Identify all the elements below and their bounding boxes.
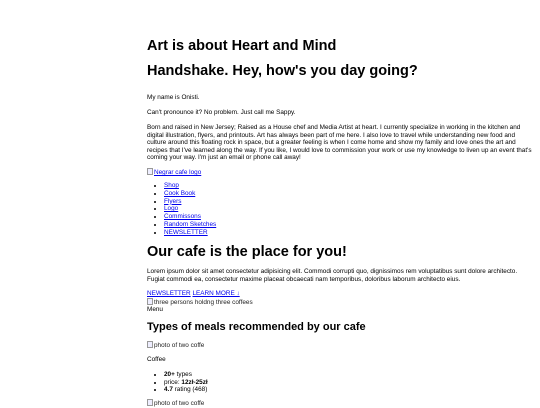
- greeting-heading: Handshake. Hey, how's you day going?: [147, 63, 418, 79]
- broken-image-icon: [147, 341, 153, 348]
- nav-item-logo: [164, 205, 216, 213]
- nav-item-shop: [164, 182, 216, 190]
- intro-name: My name is Onisti.: [147, 94, 200, 101]
- cafe-logo-image[interactable]: Negrar cafe logo: [147, 168, 201, 177]
- broken-image-icon: [147, 168, 153, 175]
- meal-image-second: photo of two coffe: [147, 399, 204, 408]
- nav-link-cook-book[interactable]: Cook Book: [164, 189, 196, 197]
- intro-nickname: Can't pronounce it? No problem. Just call me Sappy.: [147, 109, 296, 116]
- learn-more-link[interactable]: LEARN MORE ↓: [192, 290, 240, 297]
- newsletter-link[interactable]: NEWSLETTER: [147, 290, 191, 297]
- meal-facts: [147, 371, 208, 394]
- cafe-description: Lorem ipsum dolor sit amet consectetur adipisicing elit. Commodi corrupti quo, dignissimos rem voluptatibus sunt dolore architecto. Fugiat commodi ea, consectetur maxime placeat obcaecati nam temporibus, doloribus laborum architecto eius.: [147, 268, 518, 283]
- meal-price: • price: 12zł-25zł: [164, 379, 208, 387]
- three-persons-image: three persons holdng three coffees: [147, 298, 253, 307]
- meal-name: Coffee: [147, 356, 166, 363]
- page-title: Art is about Heart and Mind: [147, 38, 337, 54]
- meals-heading: Types of meals recommended by our cafe: [147, 321, 366, 333]
- intro-bio: Born and raised in New Jersey; Raised as a House chef and Media Artist at heart. I currently specialize in working in the kitchen and digital illustration, flyers, and printouts. Art has always been part of me here. I also love to travel while understanding new food and culture around this floating rock in space, but a greater feeling is when I come home and show my family and love ones the art and recipes that I've learned along the way. If you like, I would love to commission your work or use my knowledge to liven up an event that's coming your way. I'm just an email or phone call away!: [147, 124, 532, 162]
- cafe-heading: Our cafe is the place for you!: [147, 244, 347, 260]
- nav-link-flyers[interactable]: Flyers: [164, 197, 182, 205]
- nav-item-newsletter: [164, 229, 216, 237]
- nav-link-newsletter[interactable]: NEWSLETTER: [164, 228, 208, 236]
- cafe-links: [147, 290, 532, 298]
- meal-types: • 20+ types: [164, 371, 208, 379]
- nav-link-commissons[interactable]: Commissons: [164, 213, 201, 221]
- nav-link-random-sketches[interactable]: Random Sketches: [164, 220, 217, 228]
- nav-link-shop[interactable]: Shop: [164, 182, 179, 189]
- nav-item-flyers: [164, 198, 216, 206]
- main-nav: [147, 182, 216, 237]
- nav-item-commissons: [164, 213, 216, 221]
- nav-item-cook-book: [164, 190, 216, 198]
- broken-image-icon: [147, 298, 153, 305]
- menu-label: Menu: [147, 306, 163, 313]
- nav-link-logo[interactable]: Logo: [164, 205, 179, 213]
- meal-image-coffee: photo of two coffe: [147, 341, 204, 350]
- meal-rating: • 4.7 rating (468): [164, 386, 208, 394]
- nav-item-random-sketches: [164, 221, 216, 229]
